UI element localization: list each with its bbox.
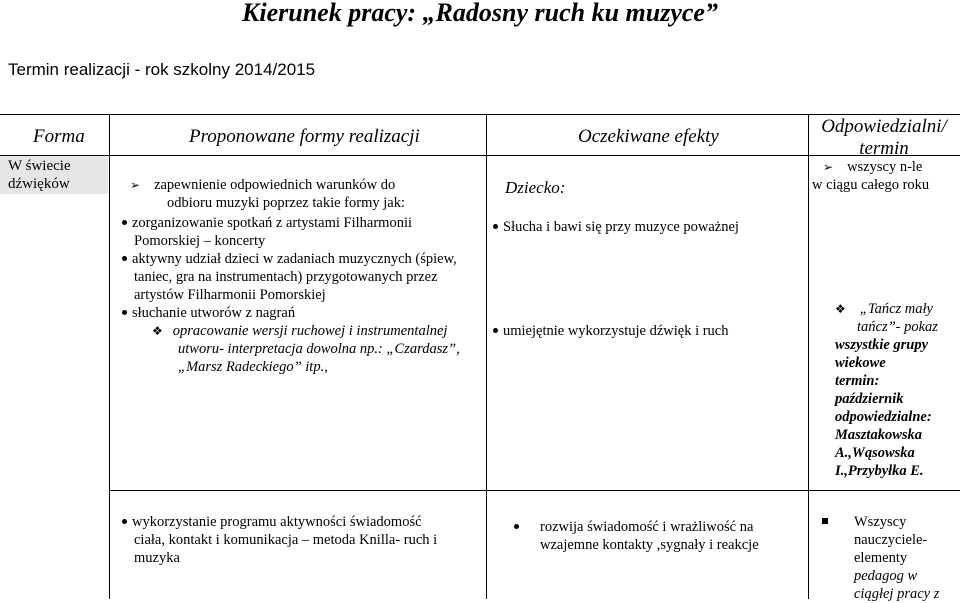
odp-group-a (812, 158, 960, 194)
diamond-bullet-icon: ❖ (152, 324, 163, 338)
formy-diamond-item (114, 322, 486, 340)
formy-bullet-1-line2: Pomorskiej – koncerty (134, 233, 266, 249)
column-divider-1 (109, 114, 110, 599)
formy-list (114, 176, 486, 376)
row2-efekty-line1-text: rozwija świadomość i wrażliwość na (540, 519, 754, 535)
odp-a-line2: w ciągu całego roku (812, 177, 930, 193)
formy-arrow-item (114, 176, 486, 194)
bullet-dot-icon (122, 519, 127, 524)
odp-group-c (835, 300, 960, 480)
bullet-dot-icon (122, 310, 127, 315)
bullet-dot-icon (122, 220, 127, 225)
efekty-item-2 (493, 322, 729, 340)
row2-efekty-line1 (512, 518, 806, 536)
header-odpowiedzialni-line1: Odpowiedzialni/ (821, 116, 947, 137)
row2-odp-line2: nauczyciele- (854, 532, 928, 548)
header-odpowiedzialni (808, 116, 960, 160)
header-oczekiwane: Oczekiwane efekty (578, 126, 719, 147)
table-top-border (0, 114, 960, 115)
diamond-bullet-icon: ❖ (835, 302, 846, 316)
row2-formy-line2: ciała, kontakt i komunikacja – metoda Knilla- ruch i (134, 532, 438, 548)
column-divider-3 (808, 114, 809, 599)
row2-formy (114, 513, 484, 567)
formy-bullet-2-line1: aktywny udział dzieci w zadaniach muzycznych (śpiew, (132, 251, 457, 267)
bullet-dot-icon (493, 224, 498, 229)
efekty-item-1-text: Słucha i bawi się przy muzyce poważnej (503, 219, 739, 235)
row2-odp-line3: elementy (854, 550, 908, 566)
formy-diamond-line2: utworu- interpretacja dowolna np.: „Czardasz”, (178, 341, 460, 357)
odp-c-line1 (835, 300, 960, 318)
odp-a-line1-text: wszyscy n-le (847, 159, 923, 175)
formy-bullet-2-line2: taniec, gra na instrumentach) przygotowanych przez (134, 269, 438, 285)
header-forma: Forma (33, 126, 85, 147)
formy-bullet-2 (114, 250, 486, 268)
odp-c-line8: Masztakowska (835, 427, 923, 443)
formy-diamond-line3: „Marsz Radeckiego” itp., (178, 359, 328, 375)
row2-efekty-line2: wzajemne kontakty ,sygnały i reakcje (540, 537, 759, 553)
odp-c-line10: I.,Przybyłka E. (835, 463, 924, 479)
bullet-dot-icon (493, 328, 498, 333)
odp-c-line1-text: „Tańcz mały (859, 301, 933, 317)
formy-bullet-1-line1: zorganizowanie spotkań z artystami Filharmonii (132, 215, 412, 231)
row2-formy-line3: muzyka (134, 550, 180, 566)
odp-c-line5: termin: (835, 373, 880, 389)
odp-c-line9: A.,Wąsowska (835, 445, 915, 461)
page-subtitle: Termin realizacji - rok szkolny 2014/2015 (8, 60, 316, 79)
formy-bullet-3-line1: słuchanie utworów z nagrań (132, 305, 296, 321)
row-divider (109, 490, 960, 491)
row2-odp-line4: pedagog w (854, 568, 918, 584)
forma-line2: dźwięków (8, 176, 70, 192)
efekty-item-1 (493, 218, 739, 236)
formy-diamond-line1: opracowanie wersji ruchowej i instrumentalnej (172, 323, 448, 339)
header-proponowane: Proponowane formy realizacji (189, 126, 420, 147)
odp-c-line7: odpowiedzialne: (835, 409, 932, 425)
row2-odp-line1 (822, 513, 960, 531)
bullet-dot-icon (514, 524, 519, 529)
row2-odp-line5: ciągłej pracy z (854, 586, 940, 602)
row2-formy-line1-text: wykorzystanie programu aktywności świadomość (132, 514, 422, 530)
formy-arrow-text-2: odbioru muzyki poprzez takie formy jak: (167, 195, 405, 211)
page-title: Kierunek pracy: „Radosny ruch ku muzyce” (242, 0, 718, 27)
row2-efekty (512, 518, 806, 554)
arrow-bullet-icon: ➢ (130, 178, 141, 192)
square-bullet-icon (822, 518, 828, 524)
efekty-dziecko: Dziecko: (505, 178, 566, 197)
odp-c-line4: wiekowe (835, 355, 886, 371)
efekty-item-2-text: umiejętnie wykorzystuje dźwięk i ruch (503, 323, 729, 339)
header-odpowiedzialni-line2: termin (859, 138, 909, 159)
bullet-dot-icon (122, 256, 127, 261)
odp-c-line2: tańcz”- pokaz (857, 319, 938, 335)
formy-arrow-text-1: zapewnienie odpowiednich warunków do (154, 177, 396, 193)
odp-c-line6: październik (835, 391, 904, 407)
row2-formy-line1 (114, 513, 484, 531)
forma-line1: W świecie (8, 158, 71, 174)
row2-odp (822, 513, 960, 603)
odp-a-line1 (818, 158, 960, 176)
formy-bullet-1 (114, 214, 486, 232)
odp-c-line3: wszystkie grupy (835, 337, 929, 353)
formy-bullet-2-line3: artystów Filharmonii Pomorskiej (134, 287, 326, 303)
formy-bullet-3 (114, 304, 486, 322)
row2-odp-line1-text: Wszyscy (854, 514, 907, 530)
column-divider-2 (486, 114, 487, 599)
arrow-bullet-icon: ➢ (823, 160, 834, 174)
forma-cell (8, 157, 71, 193)
